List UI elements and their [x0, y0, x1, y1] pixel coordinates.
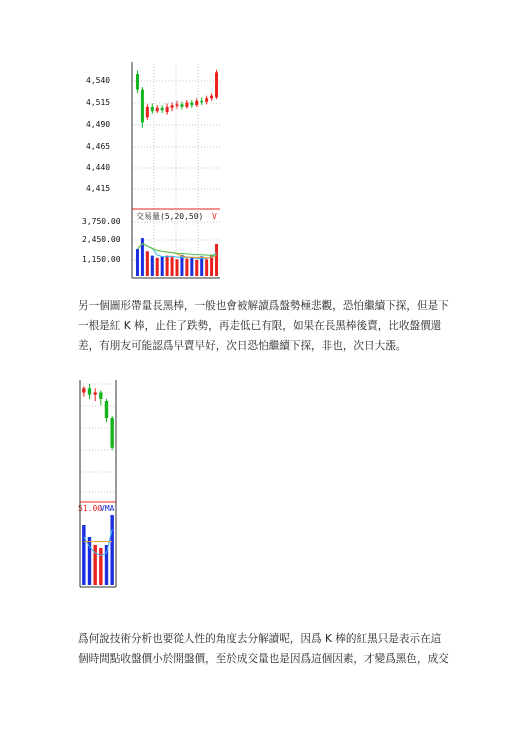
candle-body	[105, 401, 108, 418]
price-tick: 4,465	[86, 142, 111, 151]
volume-legend-suffix: V	[212, 212, 217, 221]
ma50-line	[138, 244, 217, 256]
volume-bar	[176, 259, 179, 276]
price-tick: 4,515	[86, 98, 111, 107]
candle-body	[166, 107, 169, 112]
text-line: 差，有朋友可能認爲早賣早好，次日恐怕繼續下探，非也，次日大漲。	[78, 340, 407, 352]
volume-bar	[99, 548, 102, 585]
volume-bar	[156, 258, 159, 276]
price-tick: 4,415	[86, 184, 111, 193]
volume-bar	[136, 249, 139, 276]
text-line: 個時間點收盤價小於開盤價，至於成交量也是因爲這個因素，才變爲黑色，成交	[78, 653, 449, 665]
candle-body	[210, 96, 213, 99]
paragraph-2	[78, 629, 450, 669]
text-line: 另一個圖形帶量長黑棒，一般也會被解讀爲盤勢極悲觀，恐怕繼續下探，但是下	[78, 300, 449, 312]
candle-body	[88, 388, 91, 394]
chart2-svg	[76, 380, 120, 590]
candlestick-chart-1	[82, 62, 222, 280]
volume-tick: 2,450.00	[82, 235, 121, 244]
vma-legend-number: 51.00	[78, 504, 103, 513]
volume-bar	[185, 259, 188, 276]
volume-bar	[200, 256, 203, 276]
candle-body	[180, 104, 183, 107]
candlestick-chart-2	[76, 380, 120, 590]
volume-bar	[151, 256, 154, 276]
candle-body	[99, 393, 102, 399]
candle-body	[161, 108, 164, 111]
candle-body	[171, 105, 174, 108]
volume-tick: 3,750.00	[82, 217, 121, 226]
chart1-svg	[82, 62, 222, 280]
ma20-line	[138, 244, 217, 258]
candle-body	[156, 108, 159, 111]
volume-bar	[110, 515, 113, 585]
volume-bar	[166, 256, 169, 276]
price-tick: 4,490	[86, 120, 111, 129]
candle-body	[205, 98, 208, 101]
candle-body	[215, 72, 218, 97]
candle-body	[136, 74, 139, 90]
volume-bar	[190, 258, 193, 276]
candle-body	[93, 393, 96, 395]
candle-body	[146, 107, 149, 117]
candle-body	[190, 103, 193, 106]
candle-body	[151, 107, 154, 111]
volume-bar	[82, 525, 85, 585]
paragraph-1	[78, 296, 450, 356]
price-tick: 4,440	[86, 163, 111, 172]
volume-legend: 交易量(5,20,50)	[136, 212, 204, 221]
candle-body	[176, 104, 179, 106]
candle-body	[195, 101, 198, 105]
candle-body	[200, 101, 203, 103]
candle-body	[82, 388, 85, 392]
volume-bar	[215, 244, 218, 276]
volume-bar	[195, 260, 198, 276]
volume-bar	[146, 251, 149, 276]
candle-body	[185, 103, 188, 107]
vma-legend-text: VMA	[100, 504, 115, 513]
candle-body	[141, 90, 144, 123]
text-line: 一根是紅 K 棒，止住了跌勢，再走低已有限，如果在長黑棒後賣，比收盤價還	[78, 320, 442, 332]
volume-tick: 1,150.00	[82, 255, 121, 264]
ma5-line	[138, 244, 217, 259]
volume-bar	[161, 256, 164, 276]
candle-body	[110, 418, 113, 448]
volume-bar	[180, 255, 183, 276]
volume-bar	[205, 259, 208, 276]
text-line: 爲何說技術分析也要從人性的角度去分解讀呢，因爲 K 棒的紅黑只是表示在這	[78, 633, 442, 645]
price-tick: 4,540	[86, 76, 111, 85]
volume-bar	[171, 257, 174, 276]
